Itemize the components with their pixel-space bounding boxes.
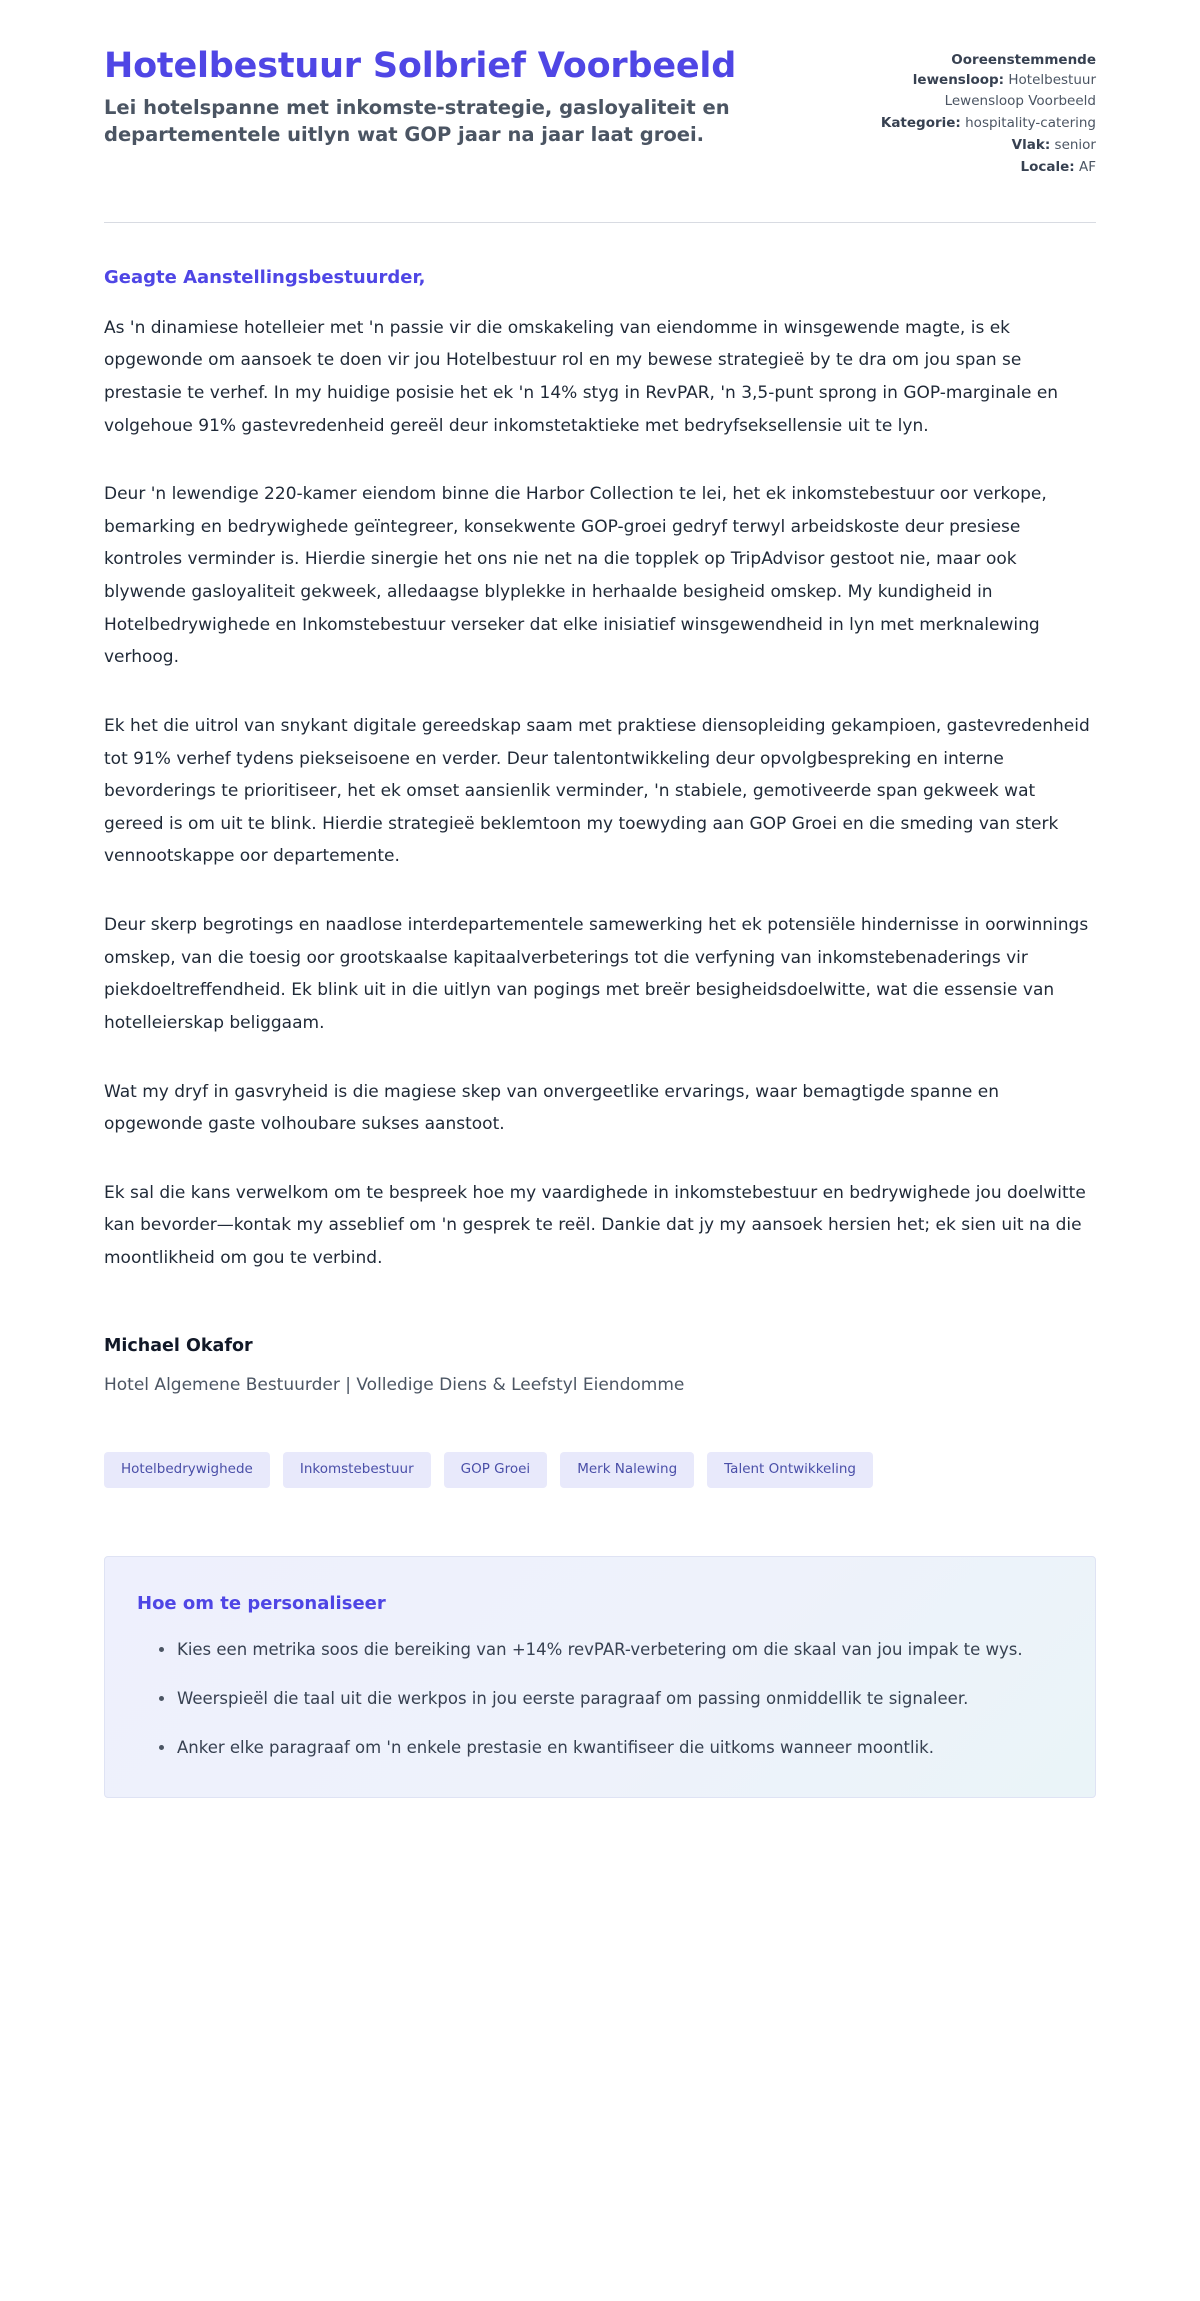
- letter-paragraph: Ek sal die kans verwelkom om te bespreek hoe my vaardighede in inkomstebestuur en bedrywighede jou doelwitte kan bevorder—kontak my asseblief om 'n gesprek te reël. Dankie dat jy my aansoek hersien het; ek sien uit na die moontlikheid om gou te verbind.: [104, 1182, 1086, 1269]
- callout-tip-item: Anker elke paragraaf om 'n enkele prestasie en kwantifiseer die uitkoms wanneer moontlik.: [159, 1732, 1061, 1763]
- signature-role: Hotel Algemene Bestuurder | Volledige Diens & Leefstyl Eiendomme: [104, 1374, 685, 1395]
- document-metadata: [868, 46, 1096, 180]
- metadata-value-locale: AF: [1078, 159, 1096, 176]
- metadata-label-level: Vlak:: [1011, 137, 1051, 153]
- letter-paragraph: Deur 'n lewendige 220-kamer eiendom binne die Harbor Collection te lei, het ek inkomstebestuur oor verkope, bemarking en bedrywighede geïntegreer, konsekwente GOP-groei gedryf terwyl arbeidskoste deur presiese kontroles verminder is. Hierdie sinergie het ons nie net na die topplek op TripAdvisor gestoot nie, maar ook blywende gasloyaliteit gekweek, alledaagse blyplekke in herhaalde besigheid omskep. My kundigheid in Hotelbedrywighede en Inkomstebestuur verseker dat elke inisiatief winsgewendheid in lyn met merknalewing verhoog.: [104, 484, 1047, 668]
- metadata-label-category: Kategorie:: [880, 114, 961, 131]
- signature-block: [104, 1333, 1096, 1399]
- metadata-label-locale: Locale:: [1020, 159, 1075, 176]
- letter-paragraph: Wat my dryf in gasvryheid is die magiese skep van onvergeetlike ervarings, waar bemagtigde spanne en opgewonde gaste volhoubare sukses aanstoot.: [104, 1081, 999, 1135]
- page-subtitle: Lei hotelspanne met inkomste-strategie, gasloyaliteit en departementele uitlyn wat GOP jaar na jaar laat groei.: [104, 96, 730, 147]
- header-title-block: [104, 46, 744, 149]
- metadata-value-category: hospitality-catering: [965, 114, 1096, 131]
- metadata-row-level: [868, 135, 1096, 155]
- page-title: Hotelbestuur Solbrief Voorbeeld: [104, 46, 737, 86]
- signature-name: Michael Okafor: [104, 1335, 253, 1356]
- metadata-row-resume: [868, 50, 1096, 111]
- letter-paragraph: As 'n dinamiese hotelleier met 'n passie vir die omskakeling van eiendomme in winsgewende magte, is ek opgewonde om aansoek te doen vir jou Hotelbestuur rol en my bewese strategieë by te dra om jou span se prestasie te verhef. In my huidige posisie het ek 'n 14% styg in RevPAR, 'n 3,5-punt sprong in GOP-marginale en volgehoue 91% gastevredenheid gereël deur inkomstetaktieke met bedryfseksellensie uit te lyn.: [104, 317, 1059, 436]
- letter-paragraph: Deur skerp begrotings en naadlose interdepartementele samewerking het ek potensiële hindernisse in oorwinnings omskep, van die toesig oor grootskaalse kapitaalverbeterings tot die verfyning van inkomstebenaderings vir piekdoeltreffendheid. Ek blink uit in die uitlyn van pogings met breër besigheidsdoelwitte, wat die essensie van hotelleierskap beliggaam.: [104, 915, 1089, 1033]
- metadata-label-resume: Ooreenstemmende lewensloop:: [912, 52, 1096, 89]
- letter-paragraph: Ek het die uitrol van snykant digitale gereedskap saam met praktiese diensopleiding gekampioen, gastevredenheid tot 91% verhef tydens piekseisoene en verder. Deur talentontwikkeling deur opvolgbespreking en interne bevorderings te prioritiseer, het ek omset aansienlik verminder, 'n stabiele, gemotiveerde span gekweek wat gereed is om uit te blink. Hierdie strategieë beklemtoon my toewyding aan GOP Groei en die smeding van sterk vennootskappe oor departemente.: [104, 715, 1090, 867]
- tag-chip[interactable]: Inkomstebestuur: [283, 1452, 431, 1488]
- callout-tip-list: [137, 1634, 1061, 1763]
- personalization-callout: [104, 1556, 1096, 1798]
- tag-list: [104, 1452, 1096, 1488]
- tag-chip[interactable]: GOP Groei: [444, 1452, 548, 1488]
- tag-chip[interactable]: Talent Ontwikkeling: [707, 1452, 873, 1488]
- metadata-row-locale: [868, 157, 1096, 177]
- tag-chip[interactable]: Hotelbedrywighede: [104, 1452, 270, 1488]
- metadata-value-resume: Hotelbestuur Lewensloop Voorbeeld: [944, 72, 1096, 109]
- callout-title: Hoe om te personaliseer: [137, 1592, 386, 1614]
- tag-chip[interactable]: Merk Nalewing: [560, 1452, 694, 1488]
- letter-salutation: Geagte Aanstellingsbestuurder,: [104, 266, 426, 288]
- callout-tip-item: Weerspieël die taal uit die werkpos in jou eerste paragraaf om passing onmiddellik te signaleer.: [159, 1683, 1061, 1714]
- metadata-value-level: senior: [1054, 137, 1096, 153]
- document-header: [104, 46, 1096, 180]
- callout-tip-item: Kies een metrika soos die bereiking van +14% revPAR-verbetering om die skaal van jou impak te wys.: [159, 1634, 1061, 1665]
- metadata-row-category: [868, 113, 1096, 133]
- letter-body: [104, 223, 1096, 1799]
